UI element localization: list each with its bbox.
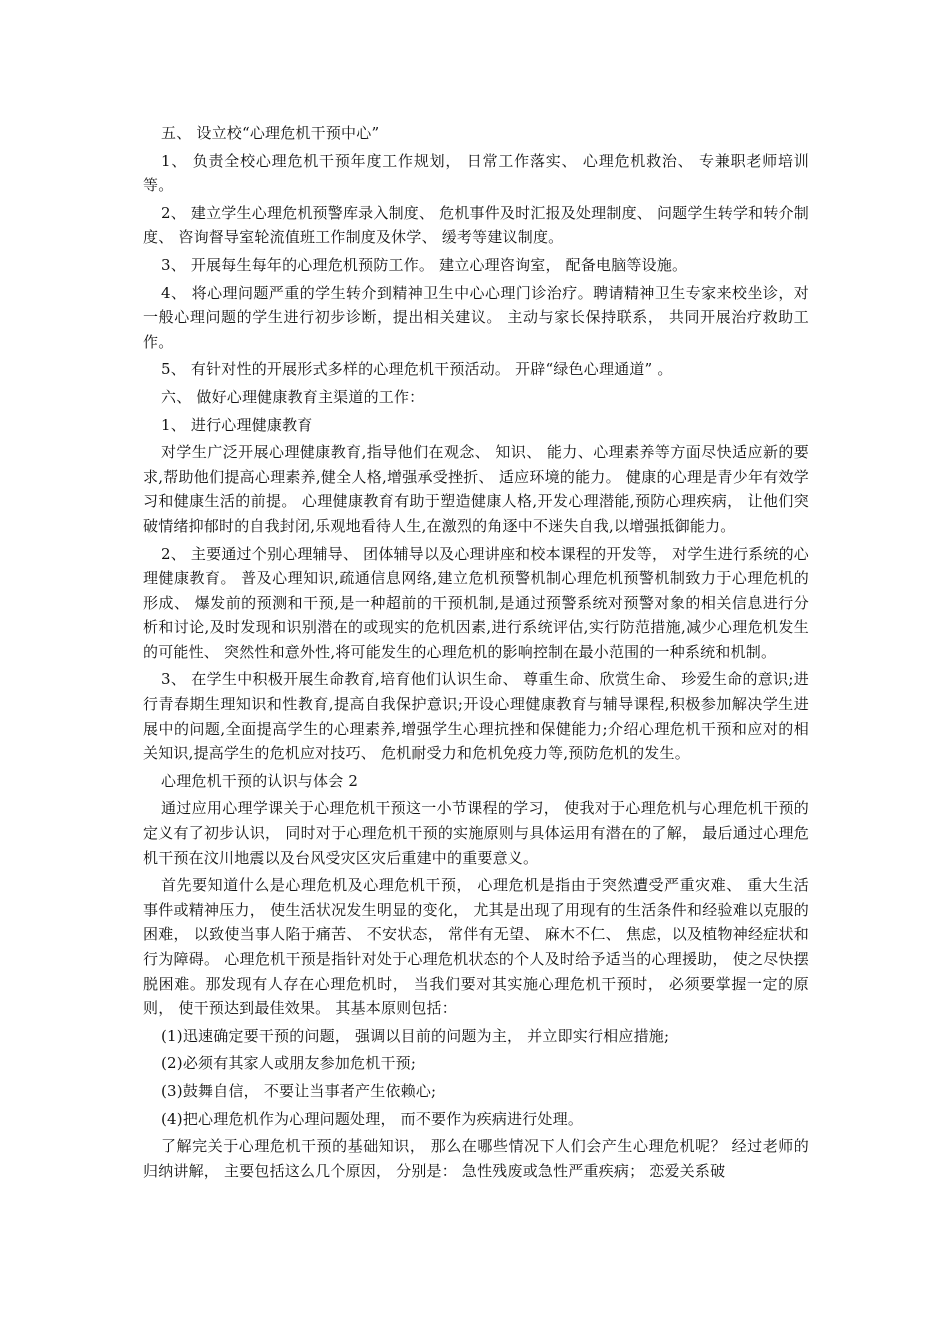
paragraph: 对学生广泛开展心理健康教育,指导他们在观念、 知识、 能力、心理素养等方面尽快适应新的要求,帮助他们提高心理素养,健全人格,增强承受挫折、 适应环境的能力。 健康的心理是青少年有效学习和健康生活的前提。 心理健康教育有助于塑造健康人格,开发心理潜能,预防心理疾病， 让他们突破情绪抑郁时的自我封闭,乐观地看待人生,在激烈的角逐中不迷失自我,以增强抵御能力。 — [143, 443, 809, 535]
paragraph: 2、 主要通过个别心理辅导、 团体辅导以及心理讲座和校本课程的开发等， 对学生进行系统的心理健康教育。 普及心理知识,疏通信息网络,建立危机预警机制心理危机预警机制致力于心理危机的形成、 爆发前的预测和干预,是一种超前的干预机制,是通过预警系统对预警对象的相关信息进行分析和讨论,及时发现和识别潜在的或现实的危机因素,进行系统评估,实行防范措施,减少心理危机发生的可能性、 突然性和意外性,将可能发生的心理危机的影响控制在最小范围的一种系统和机制。 — [143, 544, 809, 661]
list-item: (4)把心理危机作为心理问题处理， 而不要作为疾病进行处理。 — [161, 1109, 584, 1128]
list-item: (2)必须有其家人或朋友参加危机干预; — [161, 1054, 417, 1073]
paragraph: 3、 在学生中积极开展生命教育,培育他们认识生命、 尊重生命、欣赏生命、 珍爱生命的意识;进行青春期生理知识和性教育,提高自我保护意识;开设心理健康教育与辅导课程,积极参加解决学生进展中的问题,全面提高学生的心理素养,增强学生心理抗挫和保健能力;介绍心理危机干预和应对的相关知识,提高学生的危机应对技巧、 危机耐受力和危机免疫力等,预防危机的发生。 — [143, 670, 809, 763]
paragraph: 2、 建立学生心理危机预警库录入制度、 危机事件及时汇报及处理制度、 问题学生转学和转介制度、 咨询督导室轮流值班工作制度及休学、 缓考等建议制度。 — [143, 203, 809, 247]
subheading: 1、 进行心理健康教育 — [161, 415, 313, 434]
paragraph: 1、 负责全校心理危机干预年度工作规划， 日常工作落实、 心理危机救治、 专兼职老师培训等。 — [143, 151, 809, 195]
paragraph: 5、 有针对性的开展形式多样的心理危机干预活动。 开辟“绿色心理通道” 。 — [161, 360, 673, 379]
document-page — [143, 121, 809, 1186]
article-title: 心理危机干预的认识与体会 2 — [161, 771, 359, 790]
paragraph: 4、 将心理问题严重的学生转介到精神卫生中心心理门诊治疗。聘请精神卫生专家来校坐诊，对一般心理问题的学生进行初步诊断，提出相关建议。 主动与家长保持联系， 共同开展治疗救助工作。 — [143, 283, 809, 351]
paragraph: 通过应用心理学课关于心理危机干预这一小节课程的学习， 使我对于心理危机与心理危机干预的定义有了初步认识， 同时对于心理危机干预的实施原则与具体运用有潜在的了解， 最后通过心理危机干预在汶川地震以及台风受灾区灾后重建中的重要意义。 — [143, 799, 809, 867]
paragraph: 了解完关于心理危机干预的基础知识， 那么在哪些情况下人们会产生心理危机呢？ 经过老师的归纳讲解， 主要包括这么几个原因， 分别是： 急性残废或急性严重疾病； 恋爱关系破 — [143, 1137, 809, 1180]
section-heading-six: 六、 做好心理健康教育主渠道的工作： — [161, 387, 425, 406]
list-item: (3)鼓舞自信， 不要让当事者产生依赖心; — [161, 1081, 437, 1100]
paragraph: 首先要知道什么是心理危机及心理危机干预， 心理危机是指由于突然遭受严重灾难、 重大生活事件或精神压力， 使生活状况发生明显的变化， 尤其是出现了用现有的生活条件和经验难以克服的困难， 以致使当事人陷于痛苦、 不安状态， 常伴有无望、 麻木不仁、 焦虑，以及植物神经症状和行为障碍。 心理危机干预是指针对处于心理危机状态的个人及时给予适当的心理援助， 使之尽快摆脱困难。那发现有人存在心理危机时， 当我们要对其实施心理危机干预时， 必须要掌握一定的原则， 使干预达到最佳效果。 其基本原则包括： — [143, 876, 809, 1018]
list-item: (1)迅速确定要干预的问题， 强调以目前的问题为主， 并立即实行相应措施; — [161, 1026, 670, 1045]
section-heading-five: 五、 设立校“心理危机干预中心” — [161, 124, 380, 142]
paragraph: 3、 开展每生每年的心理危机预防工作。 建立心理咨询室， 配备电脑等设施。 — [161, 255, 688, 274]
